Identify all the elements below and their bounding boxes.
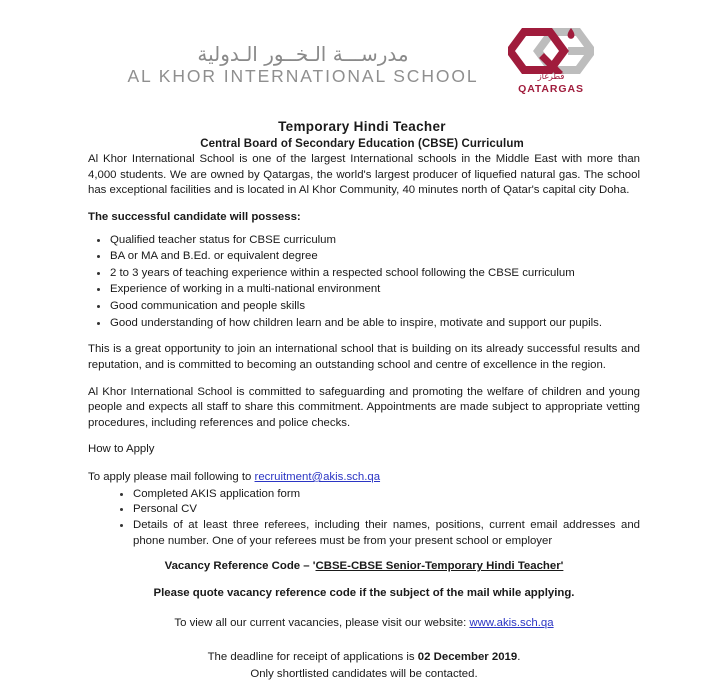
list-item: Good understanding of how children learn and be able to inspire, motivate and support our pupils. — [88, 316, 640, 332]
vacancy-reference-code: CBSE-CBSE Senior-Temporary Hindi Teacher' — [315, 560, 564, 573]
quote-reference-note: Please quote vacancy reference code if the subject of the mail while applying. — [153, 587, 575, 600]
qatargas-arabic-text: قطرغاز — [537, 72, 565, 82]
deadline-line — [88, 649, 640, 666]
deadline-date: 02 December 2019 — [417, 651, 518, 664]
title-block — [0, 118, 724, 152]
school-logo-english-text: AL KHOR INTERNATIONAL SCHOOL — [127, 66, 479, 86]
list-item: BA or MA and B.Ed. or equivalent degree — [88, 249, 640, 265]
school-logo — [113, 44, 493, 86]
recruitment-email-link[interactable]: recruitment@akis.sch.qa — [254, 471, 381, 483]
deadline-prefix: The deadline for receipt of applications is — [207, 651, 418, 664]
list-item: Qualified teacher status for CBSE curriculum — [88, 233, 640, 249]
qatargas-hexagon-icon — [508, 28, 594, 74]
list-item: Experience of working in a multi-national environment — [88, 282, 640, 298]
page-title: Temporary Hindi Teacher — [278, 119, 446, 134]
page-subtitle: Central Board of Secondary Education (CBSE) Curriculum — [200, 137, 524, 150]
shortlist-note: Only shortlisted candidates will be contacted. — [250, 667, 478, 680]
list-item: Completed AKIS application form — [88, 487, 640, 503]
website-line-text: To view all our current vacancies, please visit our website: — [174, 617, 470, 630]
document-body — [88, 152, 640, 682]
requirements-heading: The successful candidate will possess: — [88, 210, 301, 223]
list-item: 2 to 3 years of teaching experience within a respected school following the CBSE curriculum — [88, 266, 640, 282]
website-line — [88, 616, 640, 632]
list-item: Details of at least three referees, including their names, positions, current email addresses and phone number. One of your referees must be from your present school or employer — [88, 518, 640, 549]
vacancy-reference-line — [88, 559, 640, 575]
school-website-link[interactable]: www.akis.sch.qa — [469, 617, 554, 630]
list-item: Personal CV — [88, 502, 640, 518]
school-logo-arabic-text: مدرســـة الـخــور الـدولية — [197, 42, 409, 66]
qatargas-logo — [500, 28, 600, 100]
requirements-list — [88, 233, 640, 332]
deadline-suffix: . — [517, 651, 521, 664]
list-item: Good communication and people skills — [88, 299, 640, 315]
apply-requirements-list — [88, 487, 640, 550]
apply-instruction — [88, 470, 640, 486]
vacancy-reference-label: Vacancy Reference Code – ' — [164, 560, 316, 573]
qatargas-wordmark: QATARGAS — [518, 83, 584, 95]
how-to-apply-heading: How to Apply — [88, 443, 155, 456]
apply-instruction-text: To apply please mail following to — [88, 471, 255, 483]
opportunity-paragraph: This is a great opportunity to join an international school that is building on its already successful results and reputation, and is committed to becoming an outstanding school and centre of excellence in the region. — [88, 343, 640, 371]
page-header — [0, 28, 724, 100]
intro-paragraph: Al Khor International School is one of the largest International schools in the Middle East with more than 4,000 students. We are owned by Qatargas, the world's largest producer of liquefied natural gas. The school has exceptional facilities and is located in Al Khor Community, 40 minutes north of Qatar's capital city Doha. — [88, 153, 640, 197]
safeguarding-paragraph: Al Khor International School is committed to safeguarding and promoting the welfare of children and young people and expects all staff to share this commitment. Appointments are made subject to appropriate vetting procedures, including references and police checks. — [88, 385, 640, 429]
